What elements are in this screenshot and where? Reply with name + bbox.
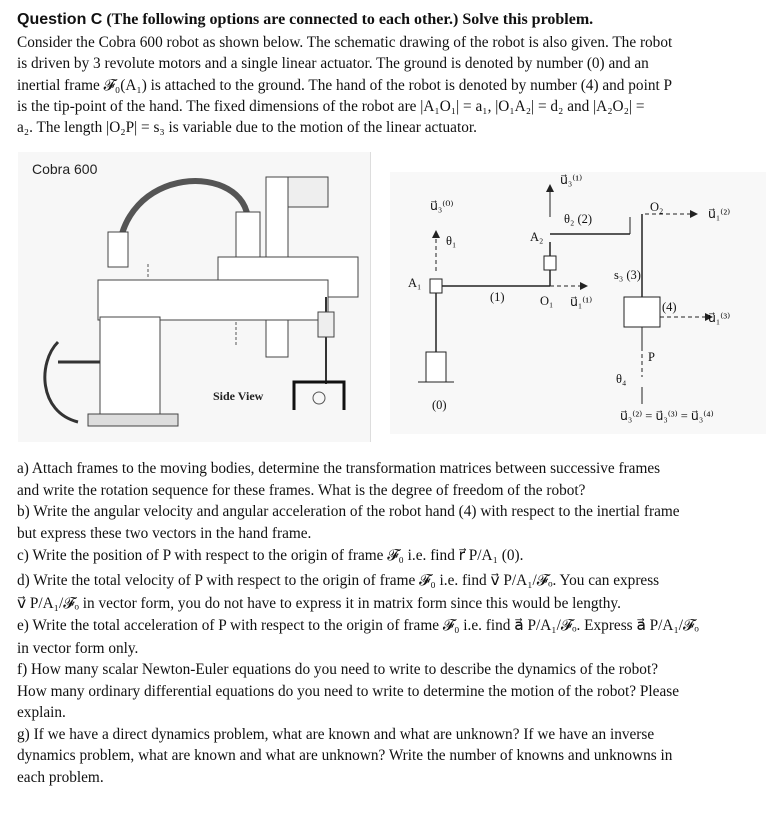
O1-label: O₁: [540, 294, 554, 308]
ground-label: (0): [432, 398, 447, 412]
cobra-side-view-image: [18, 152, 371, 442]
u3-equality-label: u⃗₃⁽²⁾ = u⃗₃⁽³⁾ = u⃗₃⁽⁴⁾: [620, 409, 714, 423]
robot-schematic: [390, 172, 766, 434]
question-title: (The following options are connected to each other.) Solve this problem.: [102, 11, 594, 28]
P-label: P: [648, 350, 655, 364]
A1-label: A₁: [408, 276, 422, 290]
question-d-line-2: v⃗ P/A₁/𝓕ₒ in vector form, you do not have to express it in matrix form since this would be lengthy.: [17, 595, 621, 612]
question-g-line-1: g) If we have a direct dynamics problem, what are known and what are unknown? If we have an inverse: [17, 726, 655, 743]
question-d-line-1: d) Write the total velocity of P with respect to the origin of frame 𝓕₀ i.e. find v⃗ P/A₁/𝓕ₒ. You can express: [17, 572, 660, 589]
intro-line-5: a₂. The length |O₂P| = s₃ is variable due to the motion of the linear actuator.: [17, 119, 477, 136]
question-f-line-2: How many ordinary differential equations do you need to write to determine the motion of the robot? Please: [17, 683, 679, 700]
theta2-link2-label: θ₂ (2): [564, 212, 593, 226]
theta4-label: θ₄: [616, 372, 627, 386]
u1-2-label: u⃗₁⁽²⁾: [708, 207, 731, 221]
link1-label: (1): [490, 290, 505, 304]
question-g-line-3: each problem.: [17, 769, 104, 786]
intro-line-3: inertial frame 𝓕₀(A₁) is attached to the ground. The hand of the robot is denoted by number (4) and point P: [17, 77, 673, 94]
u1-3-label: u⃗₁⁽³⁾: [708, 311, 731, 325]
question-f-line-3: explain.: [17, 704, 66, 721]
question-b-line-1: b) Write the angular velocity and angular acceleration of the robot hand (4) with respect to the inertial frame: [17, 503, 680, 520]
theta1-label: θ₁: [446, 234, 457, 248]
question-f-line-1: f) How many scalar Newton-Euler equations do you need to write to describe the dynamics of the robot?: [17, 661, 658, 678]
cobra-photo-label: Cobra 600: [32, 161, 98, 177]
question-e-line-2: in vector form only.: [17, 640, 139, 657]
question-g-line-2: dynamics problem, what are known and what are unknown? Write the number of knowns and unknowns in: [17, 747, 673, 764]
u3-0-label: u⃗₃⁽⁰⁾: [430, 199, 454, 213]
cobra-robot-drawing: [18, 152, 370, 442]
question-number: Question C: [17, 11, 103, 28]
question-a-line-1: a) Attach frames to the moving bodies, determine the transformation matrices between successive frames: [17, 460, 661, 477]
question-heading: [17, 9, 767, 30]
intro-line-1: Consider the Cobra 600 robot as shown below. The schematic drawing of the robot is also given. The robot: [17, 34, 673, 51]
A2-label: A₂: [530, 230, 544, 244]
O2-label: O₂: [650, 200, 664, 214]
question-c: c) Write the position of P with respect to the origin of frame 𝓕₀ i.e. find r⃗ P/A₁ (0).: [17, 547, 524, 564]
question-b-line-2: but express these two vectors in the hand frame.: [17, 525, 312, 542]
question-e-line-1: e) Write the total acceleration of P with respect to the origin of frame 𝓕₀ i.e. find a⃗ P/A₁/𝓕ₒ. Express a⃗ P/A₁/𝓕ₒ: [17, 617, 699, 634]
intro-line-2: is driven by 3 revolute motors and a single linear actuator. The ground is denoted by number (0) and an: [17, 55, 649, 72]
question-a-line-2: and write the rotation sequence for these frames. What is the degree of freedom of the robot?: [17, 482, 586, 499]
figure: [18, 152, 766, 442]
intro-line-4: is the tip-point of the hand. The fixed dimensions of the robot are |A₁O₁| = a₁, |O₁A₂| = d₂ and |A₂O₂| =: [17, 98, 645, 115]
u1-1-label: u⃗₁⁽¹⁾: [570, 295, 593, 309]
s3-link3-label: s₃ (3): [614, 268, 641, 282]
side-view-label: Side View: [213, 389, 264, 403]
u3-1-label: u⃗₃⁽¹⁾: [560, 173, 583, 187]
link4-label: (4): [662, 300, 677, 314]
